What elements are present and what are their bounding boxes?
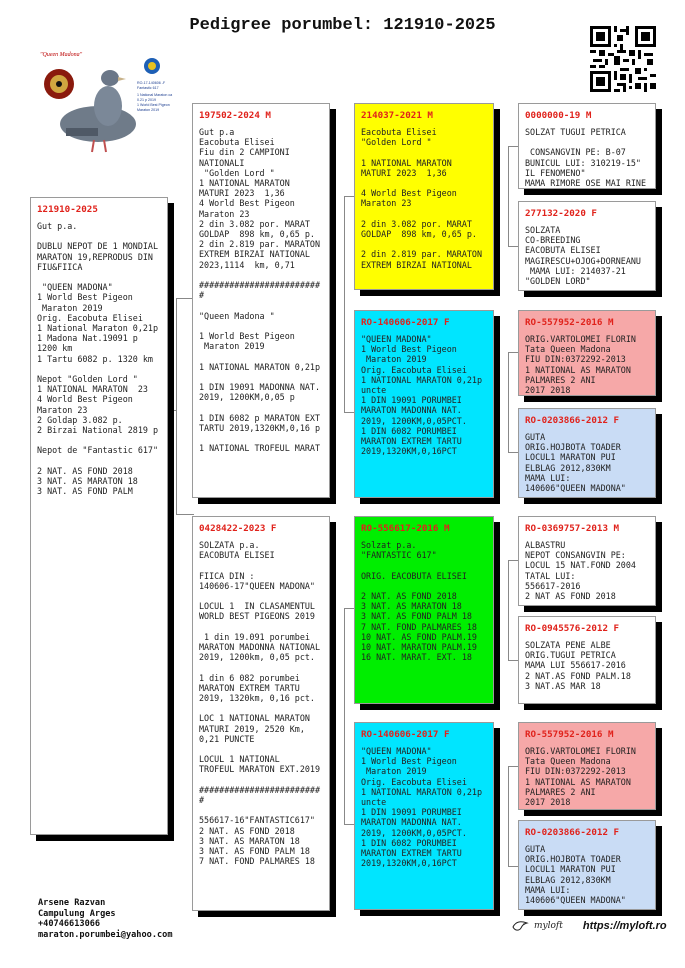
pigeon-notes: ALBASTRU NEPOT CONSANGVIN PE: LOCUL 15 NAT.FOND 2004 TATAL LUI: 556617-2016 2 NAT AS FOND 2018 bbox=[525, 540, 636, 602]
connector-line bbox=[344, 412, 354, 413]
ring-number: 0000000-19 M bbox=[525, 110, 592, 121]
connector-line bbox=[508, 246, 518, 247]
svg-text:1 National Maraton ca: 1 National Maraton ca bbox=[137, 93, 173, 97]
pigeon-card-ddd[interactable] bbox=[518, 820, 656, 910]
connector-line bbox=[176, 298, 177, 514]
pigeon-card-sire-sire[interactable] bbox=[354, 103, 494, 290]
svg-text:0.21 p 2019: 0.21 p 2019 bbox=[137, 98, 156, 102]
pigeon-notes: "QUEEN MADONA" 1 World Best Pigeon Maraton 2019 Orig. Eacobuta Elisei 1 NATIONAL MARATON 0,21p uncte 1 DIN 19091 PORUMBEI MARATON MADONNA NAT. 2019, 1200KM,0,05PCT. 1 DIN 6082 PORUMBEI MARATON EXTREM TARTU 2019,1320KM,0,16PCT bbox=[361, 746, 483, 869]
pigeon-notes: Eacobuta Elisei "Golden Lord " 1 NATIONAL MARATON MATURI 2023 1,36 4 World Best Pigeon Maraton 23 2 din 3.082 por. MARAT GOLDAP 898 km, 0,65 p. 2 din 2.819 par. MARATON EXTREM BIRZAI NATIONAL bbox=[361, 127, 483, 270]
pigeon-notes: SOLZAT TUGUI PETRICA CONSANGVIN PE: B-07 BUNICUL LUI: 310219-15" IL FENOMENO" MAMA RIMORE OSE MAI RINE bbox=[525, 127, 647, 189]
ring-number: RO-140606-2017 F bbox=[361, 729, 450, 740]
connector-line bbox=[344, 196, 345, 412]
connector-line bbox=[508, 352, 518, 353]
owner-contact bbox=[38, 898, 173, 940]
ring-number: RO-140606-2017 F bbox=[361, 317, 450, 328]
page-title: Pedigree porumbel: 121910-2025 bbox=[189, 16, 496, 35]
connector-line bbox=[508, 352, 509, 452]
connector-line bbox=[344, 608, 345, 824]
brand-name: myloft bbox=[534, 921, 563, 931]
pigeon-notes: SOLZATA PENE ALBE ORIG.TUGUI PETRICA MAMA LUI 556617-2016 2 NAT.AS FOND PALM.18 3 NAT.AS MAR 18 bbox=[525, 640, 631, 691]
svg-text:RO-17-140606 -F: RO-17-140606 -F bbox=[137, 81, 166, 85]
pigeon-card-sire-dam[interactable] bbox=[354, 310, 494, 498]
ring-number: 121910-2025 bbox=[37, 204, 98, 215]
owner-name: Arsene Razvan bbox=[38, 898, 106, 908]
pigeon-notes: ORIG.VARTOLOMEI FLORIN Tata Queen Madona FIU DIN:0372292-2013 1 NATIONAL AS MARATON PALMARES 2 ANI 2017 2018 bbox=[525, 746, 636, 808]
ring-number: RO-0203866-2012 F bbox=[525, 827, 620, 838]
connector-line bbox=[508, 866, 518, 867]
connector-line bbox=[344, 824, 354, 825]
pigeon-notes: GUTA ORIG.HOJBOTA TOADER LOCUL1 MARATON PUI ELBLAG 2012,830KM MAMA LUI: 140606"QUEEN MADONA" bbox=[525, 432, 626, 494]
brand-logo bbox=[512, 919, 667, 933]
connector-line bbox=[508, 766, 509, 866]
owner-email[interactable]: maraton.porumbei@yahoo.com bbox=[38, 929, 173, 940]
pigeon-notes: SOLZATA p.a. EACOBUTA ELISEI FIICA DIN : 140606-17"QUEEN MADONA" LOCUL 1 IN CLASAMENTUL WORLD BEST PIGEONS 2019 1 din 19.091 porumbei MARATON MADONNA NATIONAL 2019, 1200km, 0,05 pct. 1 din 6 082 porumbei MARATON EXTREM TARTU 2019, 1320km, 0,16 pct. LOC 1 NATIONAL MARATON MATURI 2019, 2520 Km, 0,21 PUNCTE LOCUL 1 NATIONAL TROFEUL MARATON EXT.2019 ######################### 556617-16"FANTASTIC617" 2 NAT. AS FOND 2018 3 NAT. AS MARATON 18 3 NAT. AS FOND PALM 18 7 NAT. FOND PALMARES 18 bbox=[199, 540, 321, 867]
ring-number: RO-556617-2016 M bbox=[361, 523, 450, 534]
connector-line bbox=[508, 146, 518, 147]
ring-number: RO-0945576-2012 F bbox=[525, 623, 620, 634]
connector-line bbox=[176, 514, 194, 515]
connector-line bbox=[344, 608, 354, 609]
connector-line bbox=[508, 660, 518, 661]
ring-number: 197502-2024 M bbox=[199, 110, 271, 121]
ring-number: 277132-2020 F bbox=[525, 208, 597, 219]
pigeon-notes: SOLZATA CO-BREEDING EACOBUTA ELISEI MAGIRESCU+OJOG+DORNEANU MAMA LUI: 214037-21 "GOLDEN LORD" bbox=[525, 225, 641, 287]
connector-line bbox=[168, 410, 177, 411]
pigeon-card-sss[interactable] bbox=[518, 103, 656, 189]
owner-phone: +40746613066 bbox=[38, 919, 101, 930]
pigeon-card-dam[interactable] bbox=[192, 516, 330, 911]
pigeon-card-sdd[interactable] bbox=[518, 408, 656, 498]
connector-line bbox=[508, 452, 518, 453]
connector-line bbox=[344, 196, 354, 197]
ring-number: RO-0369757-2013 M bbox=[525, 523, 620, 534]
pigeon-notes: Solzat p.a. "FANTASTIC 617" ORIG. EACOBUTA ELISEI 2 NAT. AS FOND 2018 3 NAT. AS MARATON 18 3 NAT. AS FOND PALM 18 7 NAT. FOND PALMARES 18 10 NAT. AS FOND PALM.19 10 NAT. MARATON PALM.19 16 NAT. MARAT. EXT. 18 bbox=[361, 540, 477, 663]
pigeon-card-dsd[interactable] bbox=[518, 616, 656, 704]
pigeon-notes: Gut p.a. DUBLU NEPOT DE 1 MONDIAL MARATON 19,REPRODUS DIN FIU&FIICA "QUEEN MADONA" 1 World Best Pigeon Maraton 2019 Orig. Eacobuta Elisei 1 National Maraton 0,21p 1 Madona Nat.19091 p 1200 km 1 Tartu 6082 p. 1320 km Nepot "Golden Lord " 1 NATIONAL MARATON 23 4 World Best Pigeon Maraton 23 2 Goldap 3.082 p. 2 Birzai National 2819 p Nepot de "Fantastic 617" 2 NAT. AS FOND 2018 3 NAT. AS MARATON 18 3 NAT. AS FOND PALM bbox=[37, 221, 159, 497]
pigeon-image bbox=[34, 42, 173, 154]
pigeon-card-sds[interactable] bbox=[518, 310, 656, 396]
pigeon-photo bbox=[34, 42, 173, 154]
pigeon-logo-icon bbox=[512, 919, 528, 933]
svg-text:Maraton 2019: Maraton 2019 bbox=[137, 108, 160, 112]
connector-line bbox=[508, 146, 509, 246]
pigeon-card-dam-dam[interactable] bbox=[354, 722, 494, 910]
pigeon-card-dds[interactable] bbox=[518, 722, 656, 810]
pigeon-notes: Gut p.a Eacobuta Elisei Fiu din 2 CAMPIONI NATIONALI "Golden Lord " 1 NATIONAL MARATON MATURI 2023 1,36 4 World Best Pigeon Maraton 23 2 din 3.082 por. MARAT GOLDAP 898 km, 0,65 p. 2 din 2.819 par. MARATON EXTREM BIRZAI NATIONAL 2023,1114 km, 0,71 ######################### "Queen Madona " 1 World Best Pigeon Maraton 2019 1 NATIONAL MARATON 0,21p 1 DIN 19091 MADONNA NAT. 2019, 1200KM,0,05 p 1 DIN 6082 p MARATON EXT TARTU 2019,1320KM,0,16 p 1 NATIONAL TROFEUL MARAT bbox=[199, 127, 321, 454]
pigeon-card-dam-sire[interactable] bbox=[354, 516, 494, 704]
ring-number: RO-557952-2016 M bbox=[525, 729, 614, 740]
svg-text:Fantastic 617: Fantastic 617 bbox=[137, 86, 159, 90]
connector-line bbox=[508, 560, 509, 660]
pigeon-card-sire[interactable] bbox=[192, 103, 330, 498]
ring-number: RO-557952-2016 M bbox=[525, 317, 614, 328]
pigeon-card-main[interactable] bbox=[30, 197, 168, 835]
ring-number: 214037-2021 M bbox=[361, 110, 433, 121]
pigeon-card-dss[interactable] bbox=[518, 516, 656, 606]
connector-line bbox=[508, 560, 518, 561]
qr-code bbox=[590, 26, 656, 92]
pigeon-notes: GUTA ORIG.HOJBOTA TOADER LOCUL1 MARATON PUI ELBLAG 2012,830KM MAMA LUI: 140606"QUEEN MADONA" bbox=[525, 844, 626, 906]
connector-line bbox=[508, 766, 518, 767]
svg-text:"Queen Madona": "Queen Madona" bbox=[40, 52, 83, 58]
ring-number: 0428422-2023 F bbox=[199, 523, 277, 534]
svg-text:1 World Best Pigeon: 1 World Best Pigeon bbox=[137, 103, 170, 107]
pigeon-notes: "QUEEN MADONA" 1 World Best Pigeon Maraton 2019 Orig. Eacobuta Elisei 1 NATIONAL MARATON 0,21p uncte 1 DIN 19091 PORUMBEI MARATON MADONNA NAT. 2019, 1200KM,0,05PCT. 1 DIN 6082 PORUMBEI MARATON EXTREM TARTU 2019,1320KM,0,16PCT bbox=[361, 334, 483, 457]
brand-url[interactable]: https://myloft.ro bbox=[582, 920, 667, 932]
pigeon-card-ssd[interactable] bbox=[518, 201, 656, 291]
pigeon-notes: ORIG.VARTOLOMEI FLORIN Tata Queen Madona FIU DIN:0372292-2013 1 NATIONAL AS MARATON PALMARES 2 ANI 2017 2018 bbox=[525, 334, 636, 396]
owner-city: Campulung Arges bbox=[38, 908, 116, 919]
ring-number: RO-0203866-2012 F bbox=[525, 415, 620, 426]
